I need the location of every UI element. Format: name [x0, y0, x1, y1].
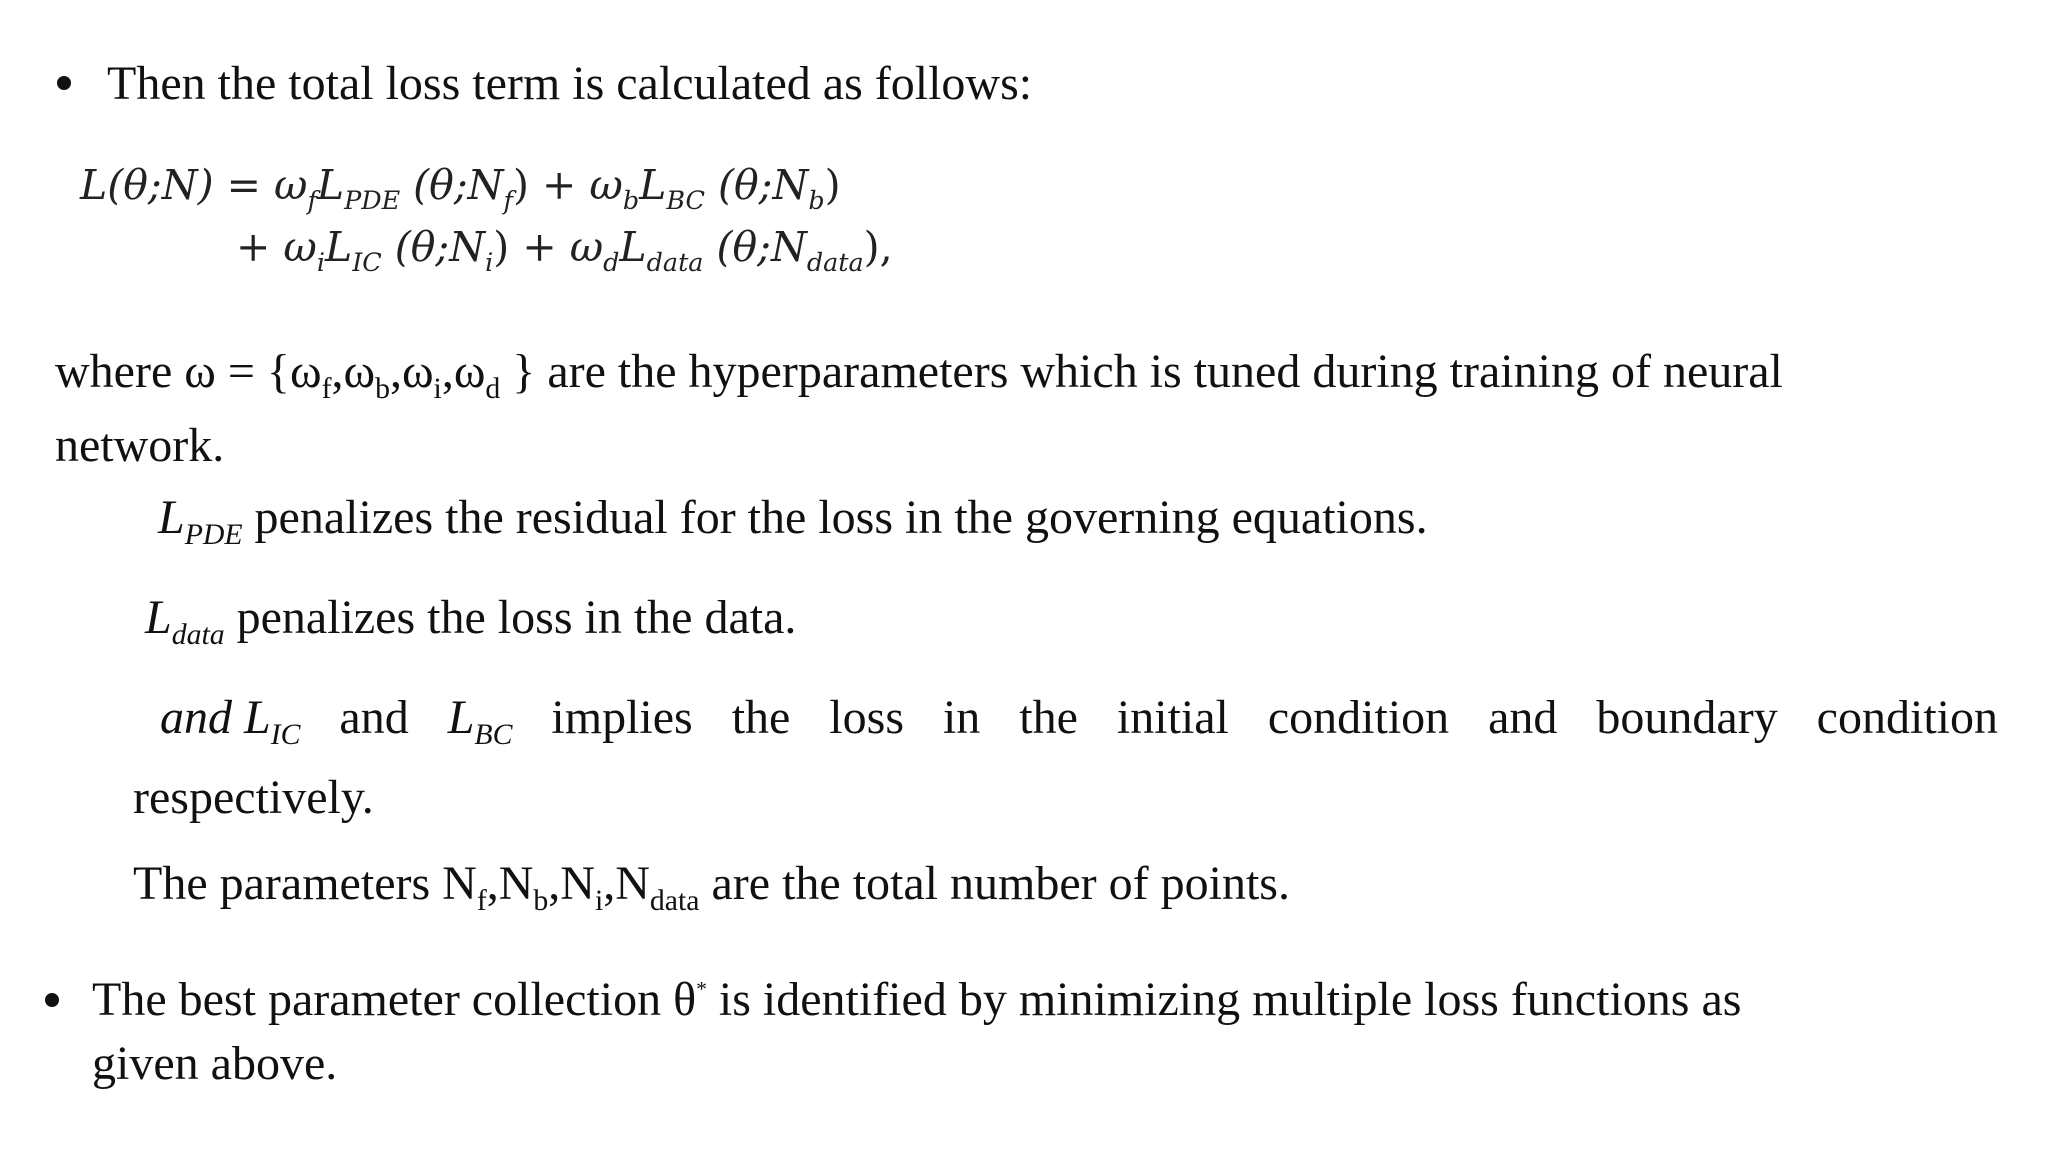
loss-equation-line-2: + $\omega_iL_{IC}$ $(\theta;N_i) + \omega_dL_{data}$ $(\theta;N_{data})$,: [236, 223, 893, 277]
hyperparameter-sentence-cont: network.: [55, 419, 225, 472]
lpde-description: $L_{PDE}$ penalizes the residual for the loss in the governing equations.: [158, 491, 1428, 552]
loss-equation-line-1: L(θ;N) = $\omega_fL_{PDE}$ $(\theta;N_f) + \omega_bL_{BC}$ $(\theta;N_b)$: [80, 161, 841, 215]
lic-lbc-description: and $L_{IC}$ and $L_{BC}$ implies the loss in the initial condition and boundary condition: [160, 691, 1998, 752]
bullet-marker: [57, 76, 71, 90]
bullet-text-total-loss: Then the total loss term is calculated as follows:: [107, 57, 1033, 110]
bullet-text-best-parameters-cont: given above.: [92, 1037, 338, 1090]
eq-lhs: L(θ;N) =: [80, 161, 261, 209]
ldata-description: $L_{data}$ penalizes the loss in the data.: [145, 591, 797, 652]
lic-lbc-description-cont: respectively.: [133, 771, 374, 824]
bullet-marker: [45, 993, 59, 1007]
parameters-sentence: The parameters $N_f,N_b,N_i,N_{data}$ are the total number of points.: [133, 857, 1290, 918]
hyperparameter-sentence: where $\omega = \{\omega_f,\omega_b,\omega_i,\omega_d$ } are the hyperparameters which is tuned during training of neural: [55, 345, 1783, 406]
bullet-text-best-parameters: The best parameter collection θ* is identified by minimizing multiple loss functions as: [92, 973, 1742, 1026]
eq-omega: ω: [274, 161, 308, 209]
